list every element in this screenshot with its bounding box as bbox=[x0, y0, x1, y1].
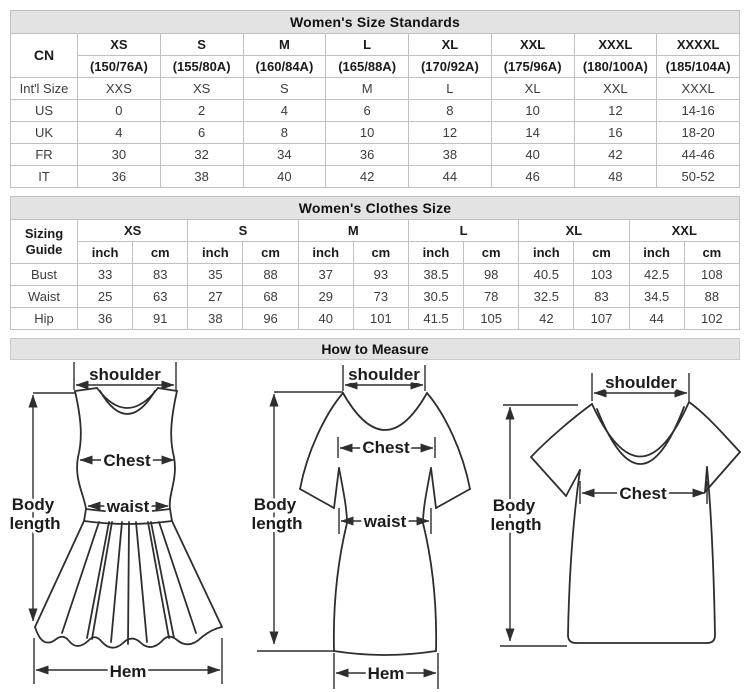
size-standards-table bbox=[10, 10, 740, 188]
pleat-line bbox=[87, 522, 109, 638]
size-value: S bbox=[243, 78, 326, 100]
measurement-value: 102 bbox=[684, 308, 739, 330]
measurement-value: 108 bbox=[684, 264, 739, 286]
strap-right-path bbox=[158, 388, 177, 391]
size-value: L bbox=[409, 78, 492, 100]
body-length-label-line1: Body bbox=[253, 495, 297, 514]
size-value: 10 bbox=[326, 122, 409, 144]
chest-label: Chest bbox=[103, 451, 151, 470]
row-label: IT bbox=[11, 166, 78, 188]
pleat-line bbox=[128, 522, 129, 644]
size-col-code: (180/100A) bbox=[574, 56, 657, 78]
size-value: 8 bbox=[243, 122, 326, 144]
size-value: XXL bbox=[574, 78, 657, 100]
row-label: FR bbox=[11, 144, 78, 166]
sleeve-right-outer-path bbox=[689, 402, 740, 452]
size-value: 12 bbox=[574, 100, 657, 122]
row-label: Int'l Size bbox=[11, 78, 78, 100]
size-col-code: (185/104A) bbox=[657, 56, 740, 78]
size-value: 6 bbox=[326, 100, 409, 122]
garment-tshirt bbox=[531, 402, 740, 643]
sleeve-right-cuff-path bbox=[436, 489, 470, 508]
row-label: US bbox=[11, 100, 78, 122]
side-left-path bbox=[75, 391, 86, 509]
measurement-value: 30.5 bbox=[408, 286, 463, 308]
sleeve-left-inner-path bbox=[334, 468, 339, 508]
size-value: 36 bbox=[78, 166, 161, 188]
neckline-outer-path bbox=[97, 388, 158, 408]
size-col-header: XXL bbox=[491, 34, 574, 56]
size-col-header: M bbox=[243, 34, 326, 56]
measurement-value: 73 bbox=[353, 286, 408, 308]
shoulder-label: shoulder bbox=[348, 365, 420, 384]
size-value: 40 bbox=[491, 144, 574, 166]
size-col-code: (175/96A) bbox=[491, 56, 574, 78]
size-value: M bbox=[326, 78, 409, 100]
pleat-line bbox=[136, 522, 147, 642]
size-col-header: XS bbox=[78, 220, 188, 242]
strap-left-path bbox=[75, 388, 97, 391]
measurement-value: 32.5 bbox=[519, 286, 574, 308]
body-right-path bbox=[707, 467, 715, 643]
measurement-value: 63 bbox=[133, 286, 188, 308]
measurement-value: 34.5 bbox=[629, 286, 684, 308]
size-value: 6 bbox=[160, 122, 243, 144]
how-to-measure-title: How to Measure bbox=[10, 338, 740, 360]
size-value: 40 bbox=[243, 166, 326, 188]
waist-label: waist bbox=[363, 512, 407, 531]
waistband-right-path bbox=[170, 509, 172, 521]
size-value: 4 bbox=[78, 122, 161, 144]
unit-header: inch bbox=[519, 242, 574, 264]
measurement-value: 27 bbox=[188, 286, 243, 308]
size-value: 38 bbox=[160, 166, 243, 188]
size-value: 14 bbox=[491, 122, 574, 144]
pleat-line bbox=[92, 522, 112, 639]
size-col-header: XL bbox=[409, 34, 492, 56]
size-col-code: (150/76A) bbox=[78, 56, 161, 78]
hem-path bbox=[334, 651, 436, 655]
sleeve-left-cuff-path bbox=[531, 457, 566, 496]
size-standards-title: Women's Size Standards bbox=[11, 11, 740, 34]
table-row bbox=[11, 122, 740, 144]
row-label: UK bbox=[11, 122, 78, 144]
measurement-value: 29 bbox=[298, 286, 353, 308]
cn-label: CN bbox=[11, 34, 78, 78]
clothes-size-table bbox=[10, 196, 740, 330]
unit-header: cm bbox=[243, 242, 298, 264]
size-value: 36 bbox=[326, 144, 409, 166]
row-label: Bust bbox=[11, 264, 78, 286]
unit-header: cm bbox=[574, 242, 629, 264]
size-col-header: XXL bbox=[629, 220, 739, 242]
waistband-left-path bbox=[84, 509, 86, 521]
table-row bbox=[11, 78, 740, 100]
unit-header: cm bbox=[133, 242, 188, 264]
measurement-value: 44 bbox=[629, 308, 684, 330]
row-label: Hip bbox=[11, 308, 78, 330]
measurement-value: 40.5 bbox=[519, 264, 574, 286]
size-value: 2 bbox=[160, 100, 243, 122]
skirt-left-path bbox=[35, 521, 84, 627]
dress2-dimensions bbox=[252, 365, 439, 689]
size-col-header: M bbox=[298, 220, 408, 242]
measurement-value: 105 bbox=[464, 308, 519, 330]
body-left-path bbox=[568, 470, 580, 643]
sizing-guide-label-line1: Sizing bbox=[24, 225, 64, 241]
size-col-header: XL bbox=[519, 220, 629, 242]
hem-label: Hem bbox=[109, 662, 147, 681]
size-col-header: L bbox=[408, 220, 518, 242]
sizing-guide-label bbox=[11, 220, 78, 264]
size-value: 32 bbox=[160, 144, 243, 166]
measurement-value: 38 bbox=[188, 308, 243, 330]
shoulder-label: shoulder bbox=[89, 365, 161, 384]
measurement-value: 35 bbox=[188, 264, 243, 286]
size-value: 0 bbox=[78, 100, 161, 122]
sizing-guide-label-line2: Guide bbox=[25, 241, 63, 257]
measurement-value: 41.5 bbox=[408, 308, 463, 330]
measurement-value: 93 bbox=[353, 264, 408, 286]
pleat-line bbox=[62, 522, 99, 633]
unit-header: cm bbox=[353, 242, 408, 264]
size-value: XXS bbox=[78, 78, 161, 100]
how-to-measure-diagram bbox=[0, 360, 750, 692]
size-value: 18-20 bbox=[657, 122, 740, 144]
size-col-header: XS bbox=[78, 34, 161, 56]
size-value: 38 bbox=[409, 144, 492, 166]
pleat-line bbox=[151, 522, 174, 638]
collar-inner-path bbox=[597, 407, 684, 464]
unit-header: inch bbox=[408, 242, 463, 264]
body-length-label-line2: length bbox=[490, 515, 542, 534]
table-row bbox=[11, 166, 740, 188]
measurement-value: 42 bbox=[519, 308, 574, 330]
hem-label: Hem bbox=[367, 664, 405, 683]
table-title-row bbox=[11, 11, 740, 34]
table-row bbox=[11, 144, 740, 166]
neckline-inner-path bbox=[100, 391, 155, 414]
size-value: 4 bbox=[243, 100, 326, 122]
sleeve-left-outer-path bbox=[531, 404, 592, 457]
table-title-row bbox=[11, 197, 740, 220]
chest-label: Chest bbox=[619, 484, 667, 503]
measurement-value: 83 bbox=[133, 264, 188, 286]
size-value: 12 bbox=[409, 122, 492, 144]
table-row bbox=[11, 308, 740, 330]
sleeve-right-cuff-path bbox=[705, 452, 740, 492]
size-value: 14-16 bbox=[657, 100, 740, 122]
measurement-value: 25 bbox=[78, 286, 133, 308]
measurement-value: 33 bbox=[78, 264, 133, 286]
size-value: 48 bbox=[574, 166, 657, 188]
clothes-size-title: Women's Clothes Size bbox=[11, 197, 740, 220]
measurement-value: 68 bbox=[243, 286, 298, 308]
size-value: 10 bbox=[491, 100, 574, 122]
table-row bbox=[11, 264, 740, 286]
size-col-code: (170/92A) bbox=[409, 56, 492, 78]
unit-header-row bbox=[11, 242, 740, 264]
size-header-row bbox=[11, 220, 740, 242]
size-value: 44 bbox=[409, 166, 492, 188]
size-code-row bbox=[11, 56, 740, 78]
table-row bbox=[11, 100, 740, 122]
size-value: 16 bbox=[574, 122, 657, 144]
unit-header: inch bbox=[78, 242, 133, 264]
size-value: 50-52 bbox=[657, 166, 740, 188]
body-length-label-line1: Body bbox=[492, 496, 536, 515]
sleeve-left-cuff-path bbox=[300, 489, 334, 508]
pleat-line bbox=[148, 522, 169, 638]
pleat-line bbox=[111, 522, 122, 642]
measurement-value: 107 bbox=[574, 308, 629, 330]
size-value: 34 bbox=[243, 144, 326, 166]
size-value: 46 bbox=[491, 166, 574, 188]
shoulder-label: shoulder bbox=[605, 373, 677, 392]
unit-header: inch bbox=[629, 242, 684, 264]
measurement-value: 36 bbox=[78, 308, 133, 330]
row-label: Waist bbox=[11, 286, 78, 308]
size-col-code: (155/80A) bbox=[160, 56, 243, 78]
size-col-code: (160/84A) bbox=[243, 56, 326, 78]
size-value: 44-46 bbox=[657, 144, 740, 166]
sleeve-right-inner-path bbox=[431, 468, 436, 508]
size-value: 8 bbox=[409, 100, 492, 122]
size-col-code: (165/88A) bbox=[326, 56, 409, 78]
size-col-header: XXXL bbox=[574, 34, 657, 56]
measurement-value: 101 bbox=[353, 308, 408, 330]
unit-header: inch bbox=[298, 242, 353, 264]
size-value: XXXL bbox=[657, 78, 740, 100]
size-col-header: S bbox=[160, 34, 243, 56]
body-length-label-line1: Body bbox=[11, 495, 55, 514]
size-header-row bbox=[11, 34, 740, 56]
measurement-value: 40 bbox=[298, 308, 353, 330]
body-length-label-line2: length bbox=[251, 514, 303, 533]
unit-header: cm bbox=[464, 242, 519, 264]
waist-label: waist bbox=[106, 497, 150, 516]
sleeve-left-outer-path bbox=[300, 393, 343, 489]
size-value: XL bbox=[491, 78, 574, 100]
table-row bbox=[11, 286, 740, 308]
size-col-header: XXXXL bbox=[657, 34, 740, 56]
measurement-value: 88 bbox=[684, 286, 739, 308]
chest-label: Chest bbox=[362, 438, 410, 457]
measurement-value: 37 bbox=[298, 264, 353, 286]
size-value: 42 bbox=[326, 166, 409, 188]
unit-header: cm bbox=[684, 242, 739, 264]
unit-header: inch bbox=[188, 242, 243, 264]
measurement-value: 42.5 bbox=[629, 264, 684, 286]
measurement-value: 38.5 bbox=[408, 264, 463, 286]
sleeve-right-outer-path bbox=[427, 393, 470, 489]
measurement-value: 103 bbox=[574, 264, 629, 286]
measurement-value: 78 bbox=[464, 286, 519, 308]
garment-sleeveless-dress bbox=[35, 388, 222, 648]
measurement-value: 83 bbox=[574, 286, 629, 308]
measurement-value: 91 bbox=[133, 308, 188, 330]
size-value: XS bbox=[160, 78, 243, 100]
skirt-right-path bbox=[172, 521, 222, 627]
size-col-header: S bbox=[188, 220, 298, 242]
size-value: 30 bbox=[78, 144, 161, 166]
neckline-path bbox=[343, 393, 427, 430]
measurement-value: 88 bbox=[243, 264, 298, 286]
side-right-path bbox=[170, 391, 177, 509]
measurement-value: 96 bbox=[243, 308, 298, 330]
measurement-value: 98 bbox=[464, 264, 519, 286]
size-value: 42 bbox=[574, 144, 657, 166]
body-length-label-line2: length bbox=[9, 514, 61, 533]
size-col-header: L bbox=[326, 34, 409, 56]
